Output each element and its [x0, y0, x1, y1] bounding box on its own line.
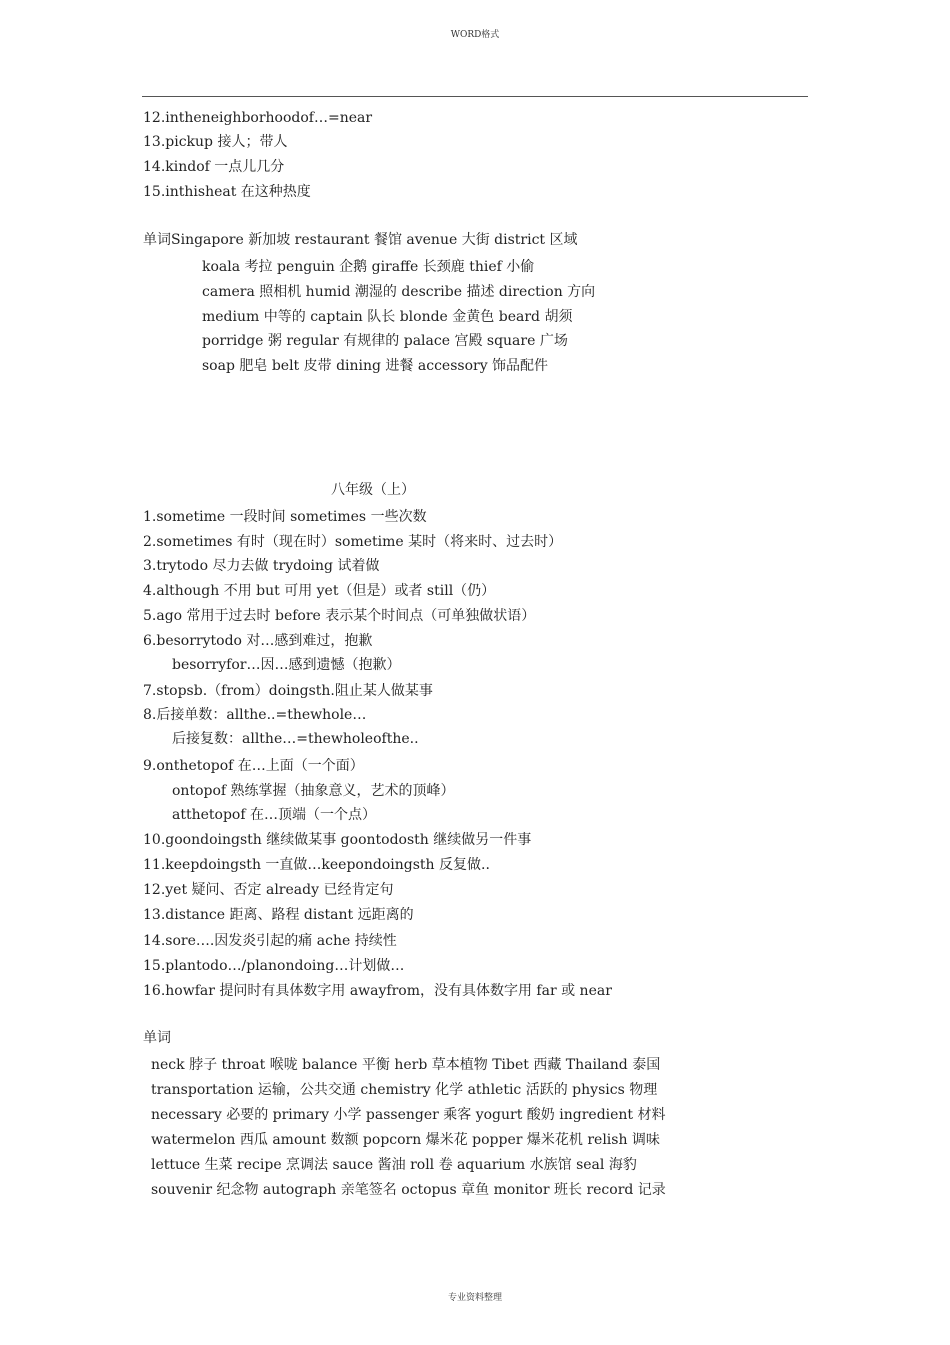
vocab-line: lettuce 生菜 recipe 烹调法 sauce 酱油 roll 卷 aquarium 水族馆 seal 海豹	[151, 1157, 637, 1173]
vocab-line: neck 脖子 throat 喉咙 balance 平衡 herb 草本植物 Tibet 西藏 Thailand 泰国	[151, 1057, 661, 1073]
list-item: 8.后接单数：allthe..=thewhole…	[143, 707, 367, 723]
vocab-line: souvenir 纪念物 autograph 亲笔签名 octopus 章鱼 monitor 班长 record 记录	[151, 1182, 666, 1198]
list-item: 7.stopsb.（from）doingsth.阻止某人做某事	[143, 683, 433, 699]
list-item: 16.howfar 提问时有具体数字用 awayfrom，没有具体数字用 far 或 near	[143, 983, 612, 999]
vocab-line: camera 照相机 humid 潮湿的 describe 描述 direction 方向	[202, 284, 596, 300]
page-footer: 专业资料整理	[447, 1293, 502, 1303]
list-item: 12.intheneighborhoodof…=near	[143, 110, 373, 126]
list-item: 3.trytodo 尽力去做 trydoing 试着做	[143, 558, 380, 574]
list-item: 12.yet 疑问、否定 already 已经肯定句	[143, 882, 394, 898]
vocab-text: Singapore 新加坡 restaurant 餐馆 avenue 大街 district 区域	[171, 232, 578, 248]
list-item: ontopof 熟练掌握（抽象意义，艺术的顶峰）	[172, 783, 455, 799]
vocab-line: necessary 必要的 primary 小学 passenger 乘客 yogurt 酸奶 ingredient 材料	[151, 1107, 666, 1123]
list-item: 6.besorrytodo 对…感到难过，抱歉	[143, 633, 373, 649]
vocab-line	[143, 231, 578, 249]
list-item: atthetopof 在…顶端（一个点）	[172, 807, 376, 823]
list-item: 15.plantodo…/planondoing…计划做…	[143, 958, 405, 974]
header-rule	[142, 96, 808, 97]
list-item: 13.distance 距离、路程 distant 远距离的	[143, 907, 414, 923]
list-item: 9.onthetopof 在…上面（一个面）	[143, 758, 364, 774]
list-item: 15.inthisheat 在这种热度	[143, 184, 311, 200]
vocab-label: 单词	[143, 1030, 171, 1046]
list-item: 10.goondoingsth 继续做某事 goontodosth 继续做另一件事	[143, 832, 532, 848]
section-title: 八年级（上）	[331, 482, 415, 498]
list-item: 14.sore….因发炎引起的痛 ache 持续性	[143, 933, 397, 949]
list-item: 14.kindof 一点儿几分	[143, 159, 285, 175]
vocab-line: watermelon 西瓜 amount 数额 popcorn 爆米花 popper 爆米花机 relish 调味	[151, 1132, 660, 1148]
list-item: 1.sometime 一段时间 sometimes 一些次数	[143, 509, 427, 525]
vocab-line: medium 中等的 captain 队长 blonde 金黄色 beard 胡须	[202, 309, 573, 325]
vocab-line: koala 考拉 penguin 企鹅 giraffe 长颈鹿 thief 小偷	[202, 259, 535, 275]
list-item: 13.pickup 接人；带人	[143, 134, 288, 150]
list-item: 4.although 不用 but 可用 yet（但是）或者 still（仍）	[143, 583, 496, 599]
vocab-line: soap 肥皂 belt 皮带 dining 进餐 accessory 饰品配件	[202, 358, 549, 374]
list-item: 2.sometimes 有时（现在时）sometime 某时（将来时、过去时）	[143, 534, 563, 550]
list-item: 后接复数：allthe…=thewholeofthe..	[172, 731, 419, 747]
vocab-line: porridge 粥 regular 有规律的 palace 宫殿 square 广场	[202, 333, 568, 349]
page-header: WORD格式	[450, 30, 500, 40]
list-item: besorryfor…因…感到遗憾（抱歉）	[172, 657, 401, 673]
vocab-label: 单词	[143, 232, 171, 248]
list-item: 5.ago 常用于过去时 before 表示某个时间点（可单独做状语）	[143, 608, 536, 624]
vocab-line: transportation 运输，公共交通 chemistry 化学 athletic 活跃的 physics 物理	[151, 1082, 658, 1098]
list-item: 11.keepdoingsth 一直做…keepondoingsth 反复做..	[143, 857, 490, 873]
